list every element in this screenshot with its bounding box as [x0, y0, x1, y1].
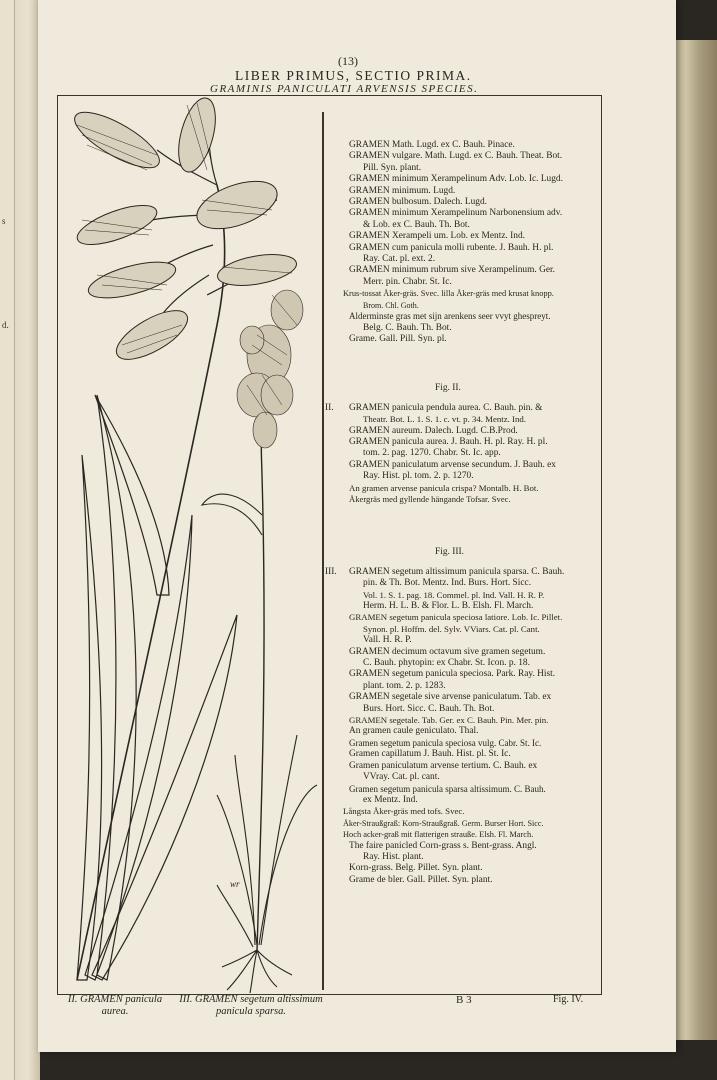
entry: GRAMEN segetale. Tab. Ger. ex C. Bauh. Pin. Mer. pin. — [349, 715, 549, 726]
entry: Herm. H. L. B. & Flor. L. B. Elsh. Fl. March. — [363, 601, 534, 611]
entry: Åkergräs med gyllende hängande Tofsar. Svec. — [349, 493, 511, 504]
entry: Belg. C. Bauh. Th. Bot. — [363, 322, 452, 333]
left-page-fragment: s — [2, 216, 6, 226]
entry: Grame de bler. Gall. Pillet. Syn. plant. — [349, 874, 493, 885]
entry: & Lob. ex C. Bauh. Th. Bot. — [363, 219, 470, 230]
entry: Gramen segetum panicula sparsa altissimum. C. Bauh. — [349, 783, 546, 794]
left-page-fragment: d. — [2, 320, 9, 330]
entry: Vall. H. R. P. — [363, 635, 412, 646]
fig3-caption: III. GRAMEN segetum altissimum panicula sparsa. — [179, 994, 323, 1017]
entry: GRAMEN minimum. Lugd. — [349, 185, 456, 196]
page-title: LIBER PRIMUS, SECTIO PRIMA. — [235, 68, 472, 83]
entry: Grame. Gall. Pill. Syn. pl. — [349, 333, 447, 344]
fig2-label: Fig. II. — [435, 383, 461, 394]
fig4-label: Fig. IV. — [553, 994, 584, 1005]
left-page-edge — [0, 0, 40, 1080]
entry: Ray. Hist. plant. — [363, 851, 424, 862]
entry: Ray. Hist. pl. tom. 2. p. 1270. — [363, 471, 474, 482]
entry: Brom. Chl. Goth. — [363, 300, 419, 310]
left-page-fragment — [2, 228, 9, 241]
left-page-fragment — [2, 267, 9, 280]
left-page-fragment — [2, 306, 9, 319]
entry: GRAMEN segetum panicula speciosa latiore. Lob. Ic. Pillet. — [349, 612, 563, 623]
fig3-entries — [325, 567, 595, 886]
entry: GRAMEN aureum. Dalech. Lugd. C.B.Prod. — [349, 425, 518, 436]
column-divider — [322, 112, 324, 990]
entry: GRAMEN cum panicula molli rubente. J. Bauh. H. pl. — [349, 242, 554, 253]
entry: Gramen paniculatum arvense tertium. C. Bauh. ex — [349, 760, 538, 771]
fig3-numeral: III. — [325, 566, 337, 577]
entry: Pill. Syn. plant. — [363, 162, 422, 173]
entry: GRAMEN segetum panicula speciosa. Park. Ray. Hist. — [349, 669, 556, 680]
left-page-fragment — [2, 280, 9, 293]
entry: Gramen segetum panicula speciosa vulg. Cabr. St. Ic. — [349, 737, 542, 748]
entry: GRAMEN paniculatum arvense secundum. J. Bauh. ex — [349, 459, 556, 470]
entry: GRAMEN minimum Xerampelinum Narbonensium adv. — [349, 208, 563, 219]
synonym-text-column — [325, 140, 595, 886]
fig2-entries — [325, 403, 595, 506]
entry: Theatr. Bot. L. 1. S. 1. c. vt. p. 34. Mentz. Ind. — [363, 414, 526, 425]
entry: GRAMEN Xerampeli um. Lob. ex Mentz. Ind. — [349, 231, 526, 242]
left-page-fragment — [2, 332, 9, 345]
fig2-numeral: II. — [325, 402, 334, 413]
entry: An gramen arvense panicula crispa? Montalb. H. Bot. — [349, 482, 539, 493]
entry: VVray. Cat. pl. cant. — [363, 772, 440, 783]
entry: GRAMEN panicula aurea. J. Bauh. H. pl. Ray. H. pl. — [349, 436, 548, 447]
left-page-fragment — [2, 241, 9, 254]
entry: Åker-Straußgraß: Korn-Straußgraß. Germ. Burser Hort. Sicc. — [343, 818, 544, 828]
engraver-mark: wr — [230, 879, 240, 889]
page-number: (13) — [338, 54, 358, 68]
entry: Ray. Cat. pl. ext. 2. — [363, 254, 436, 265]
left-page-fragment — [2, 397, 9, 410]
entry: plant. tom. 2. p. 1283. — [363, 680, 446, 691]
entry: An gramen caule geniculato. Thal. — [349, 726, 479, 737]
left-page-fragment — [2, 371, 9, 384]
entry: tom. 2. pag. 1270. Chabr. St. Ic. app. — [363, 448, 501, 459]
entry: GRAMEN bulbosum. Dalech. Lugd. — [349, 197, 488, 208]
fig3-label: Fig. III. — [435, 547, 464, 558]
entry: GRAMEN panicula pendula aurea. C. Bauh. pin. & — [349, 402, 543, 413]
entry: C. Bauh. phytopin: ex Chabr. St. Icon. p. 18. — [363, 658, 530, 669]
left-page-fragment — [2, 293, 9, 306]
left-page-fragment — [2, 384, 9, 397]
entry: GRAMEN minimum Xerampelinum Adv. Lob. Ic. Lugd. — [349, 174, 563, 185]
entry: GRAMEN decimum octavum sive gramen segetum. — [349, 646, 546, 657]
entry: Hoch acker-graß mit flatterigen strauße. Elsh. Fl. March. — [343, 830, 534, 840]
left-page-fragment — [2, 358, 9, 371]
entry: Merr. pin. Chabr. St. Ic. — [363, 276, 452, 287]
entry: Gramen capillatum J. Bauh. Hist. pl. St. Ic. — [349, 749, 511, 760]
entry: GRAMEN minimum rubrum sive Xerampelinum. Ger. — [349, 265, 555, 276]
page-subtitle: GRAMINIS PANICULATI ARVENSIS SPECIES. — [210, 83, 479, 95]
entry: Synon. pl. Hoffm. del. Sylv. VViars. Cat. pl. Cant. — [363, 623, 540, 634]
entry: Alderminste gras met sijn arenkens seer vvyt ghespreyt. — [349, 311, 551, 322]
entry: ex Mentz. Ind. — [363, 794, 418, 805]
entry: GRAMEN segetum altissimum panicula sparsa. C. Bauh. — [349, 566, 565, 577]
entry: Burs. Hort. Sicc. C. Bauh. Th. Bot. — [363, 703, 495, 714]
left-page-fragment — [2, 345, 9, 358]
signature-mark: B 3 — [456, 994, 472, 1006]
entry: Långsta Åker-gräs med tofs. Svec. — [343, 806, 465, 817]
entry: GRAMEN Math. Lugd. ex C. Bauh. Pinace. — [349, 140, 515, 150]
left-page-fragments — [2, 215, 9, 410]
entry: Korn-grass. Belg. Pillet. Syn. plant. — [349, 863, 483, 874]
entry: Krus-tossat Åker-gräs. Svec. lilla Åker-gräs med krusat knopp. — [343, 289, 554, 299]
left-page-fragment — [2, 254, 9, 267]
entry: Vol. 1. S. 1. pag. 18. Commel. pl. Ind. Vall. H. R. P. — [363, 589, 545, 600]
grass-illustration — [57, 95, 322, 995]
entry: The faire panicled Corn-grass s. Bent-grass. Angl. — [349, 840, 537, 851]
entry: GRAMEN segetale sive arvense paniculatum. Tab. ex — [349, 692, 552, 703]
fig2-caption: II. GRAMEN panicula aurea. — [67, 994, 163, 1017]
entry: pin. & Th. Bot. Mentz. Ind. Burs. Hort. Sicc. — [363, 578, 532, 589]
page-stack-edge — [673, 40, 717, 1040]
fig1-entries — [325, 140, 595, 345]
entry: GRAMEN vulgare. Math. Lugd. ex C. Bauh. Theat. Bot. — [349, 151, 563, 162]
